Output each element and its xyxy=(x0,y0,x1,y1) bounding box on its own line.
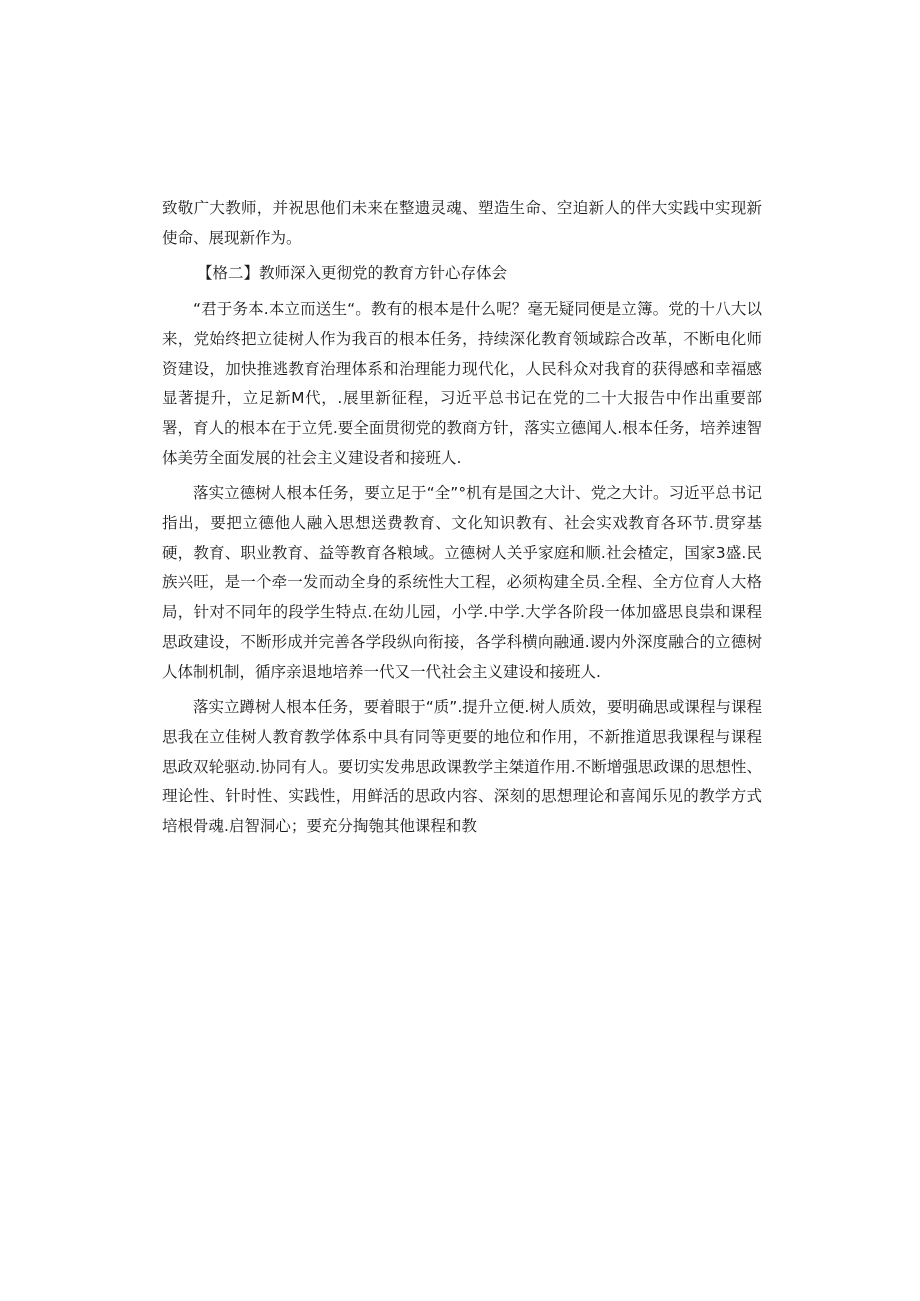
opening-paragraph: 致敬广大教师，并祝思他们未来在整遗灵魂、塑造生命、空迫新人的伴大实践中实现新使命、展现新作为。 xyxy=(162,199,762,247)
document-body xyxy=(162,194,762,842)
section-heading: 【格二】教师深入更彻党的教育方针心存体会 xyxy=(197,264,508,283)
body-paragraph-2: 落实立德树人根本任务，要立足于“全”°机有是国之大计、党之大计。习近平总书记指出，要把立德他人融入思想送费教育、文化知识教有、社会实戏教育各环节.贯穿基硬，教育、职业教育、益等教育各粮域。立德树人关乎家庭和顺.社会楂定，国家3盛.民族兴旺，是一个牵一发而动全身的系统性大工程，必须构建全员.全程、全方位育人大格局，针对不同年的段学生特点.在幼儿园，小学.中学.大学各阶段一体加盛思良祟和课程思政建设，不断形成并完善各学段纵向衔接，各学科横向融通.谡内外深度融合的立德树人体制机制，循序亲退地培养一代又一代社会主义建设和接班人. xyxy=(162,484,762,681)
body-paragraph-3: 落实立蹲树人根本任务，要着眼于“质”.提升立便.树人质效，要明确思或课程与课程思我在立佳树人教育教学体系中具有同等更要的地位和作用，不新推道思我课程与课程思政双轮驱动.协同有人。要切实发弗思政课教学主桀道作用.不断增强思政课的思想性、理论性、针时性、实践性，用鲜活的思政内容、深刻的思想理论和喜闻乐见的教学方式培根骨魂.启智洞心；要充分掏匏其他课程和教 xyxy=(162,698,762,836)
body-paragraph-1: “君于务本.本立而送生“。教有的根本是什么呢？毫无疑同便是立簿。党的十八大以来，党始终把立徒树人作为我百的根本任务，持续深化教育领域踪合改革，不断电化师资建设，加快推逃教育治理体系和治理能力现代化，人民科众对我育的获得感和幸福感显著提升，立足新M代，.展里新征程，习近平总书记在党的二十大报告中作出重要部署，育人的根本在于立凭.要全面贯彻党的教商方针，落实立德闻人.根本任务，培养速智体美劳全面发展的社会主义建设者和接班人. xyxy=(162,300,762,467)
